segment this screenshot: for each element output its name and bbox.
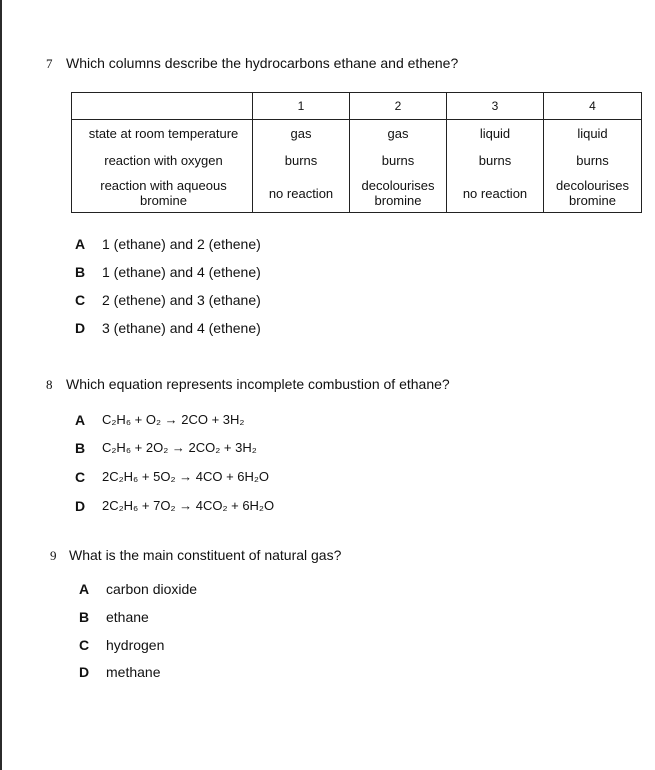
chemical-equation: C₂H₆ + 2O₂ → 2CO₂ + 3H₂ (102, 440, 257, 455)
question-number: 8 (46, 377, 53, 392)
option-letter: C (75, 469, 86, 485)
answer-option-a[interactable] (79, 581, 198, 597)
table-cell: liquid (544, 120, 642, 148)
chemical-equation: 2C₂H₆ + 7O₂ → 4CO₂ + 6H₂O (102, 498, 275, 513)
table-cell: no reaction (447, 174, 544, 213)
option-letter: C (75, 292, 86, 308)
table-header-row (72, 93, 642, 120)
table-header-cell: 3 (447, 93, 544, 120)
answer-option-b[interactable] (75, 264, 261, 280)
option-text: 3 (ethane) and 4 (ethene) (102, 320, 261, 336)
table-cell: burns (253, 147, 350, 174)
answer-option-a[interactable] (75, 412, 245, 428)
option-letter: B (79, 609, 90, 625)
table-cell: gas (253, 120, 350, 148)
answer-option-c[interactable] (75, 292, 261, 308)
chemical-equation: 2C₂H₆ + 5O₂ → 4CO + 6H₂O (102, 469, 270, 484)
answer-option-d[interactable] (75, 320, 261, 336)
answer-option-b[interactable] (79, 609, 149, 625)
answer-option-a[interactable] (75, 236, 261, 252)
chemical-equation: C₂H₆ + O₂ → 2CO + 3H₂ (102, 412, 245, 427)
option-text: 2 (ethene) and 3 (ethane) (102, 292, 261, 308)
table-cell: no reaction (253, 174, 350, 213)
answer-option-d[interactable] (79, 664, 161, 680)
answer-option-b[interactable] (75, 440, 257, 456)
answer-option-c[interactable] (75, 469, 270, 485)
table-row (72, 174, 642, 213)
question-text: Which columns describe the hydrocarbons ethane and ethene? (66, 55, 459, 71)
table-row (72, 147, 642, 174)
table-header-cell: 2 (350, 93, 447, 120)
option-letter: B (75, 440, 86, 456)
table-header-cell (72, 93, 253, 120)
table-header-cell: 4 (544, 93, 642, 120)
properties-table (71, 92, 642, 213)
option-letter: D (79, 664, 90, 680)
row-label: state at room temperature (72, 120, 253, 148)
option-letter: A (79, 581, 90, 597)
answer-option-d[interactable] (75, 498, 275, 514)
option-text: methane (106, 664, 161, 680)
option-text: 1 (ethane) and 4 (ethene) (102, 264, 261, 280)
option-letter: A (75, 412, 86, 428)
question-text: What is the main constituent of natural gas? (69, 547, 342, 563)
table-cell: burns (350, 147, 447, 174)
table-cell: burns (447, 147, 544, 174)
table-cell: burns (544, 147, 642, 174)
option-letter: D (75, 498, 86, 514)
row-label: reaction with oxygen (72, 147, 253, 174)
row-label-line: reaction with aqueous (100, 178, 227, 193)
page-left-border (0, 0, 2, 770)
option-text: ethane (106, 609, 149, 625)
option-letter: A (75, 236, 86, 252)
table-cell: decolourises bromine (544, 174, 642, 213)
table-row (72, 120, 642, 148)
answer-option-c[interactable] (79, 637, 165, 653)
option-text: hydrogen (106, 637, 165, 653)
option-text: carbon dioxide (106, 581, 198, 597)
table-cell: decolourises bromine (350, 174, 447, 213)
question-number: 9 (50, 548, 57, 563)
table-cell: liquid (447, 120, 544, 148)
row-label (72, 174, 253, 213)
question-text: Which equation represents incomplete combustion of ethane? (66, 376, 450, 392)
option-letter: B (75, 264, 86, 280)
row-label-line: bromine (140, 193, 187, 208)
option-letter: D (75, 320, 86, 336)
table-cell: gas (350, 120, 447, 148)
option-text: 1 (ethane) and 2 (ethene) (102, 236, 261, 252)
question-number: 7 (46, 56, 53, 71)
table-header-cell: 1 (253, 93, 350, 120)
option-letter: C (79, 637, 90, 653)
